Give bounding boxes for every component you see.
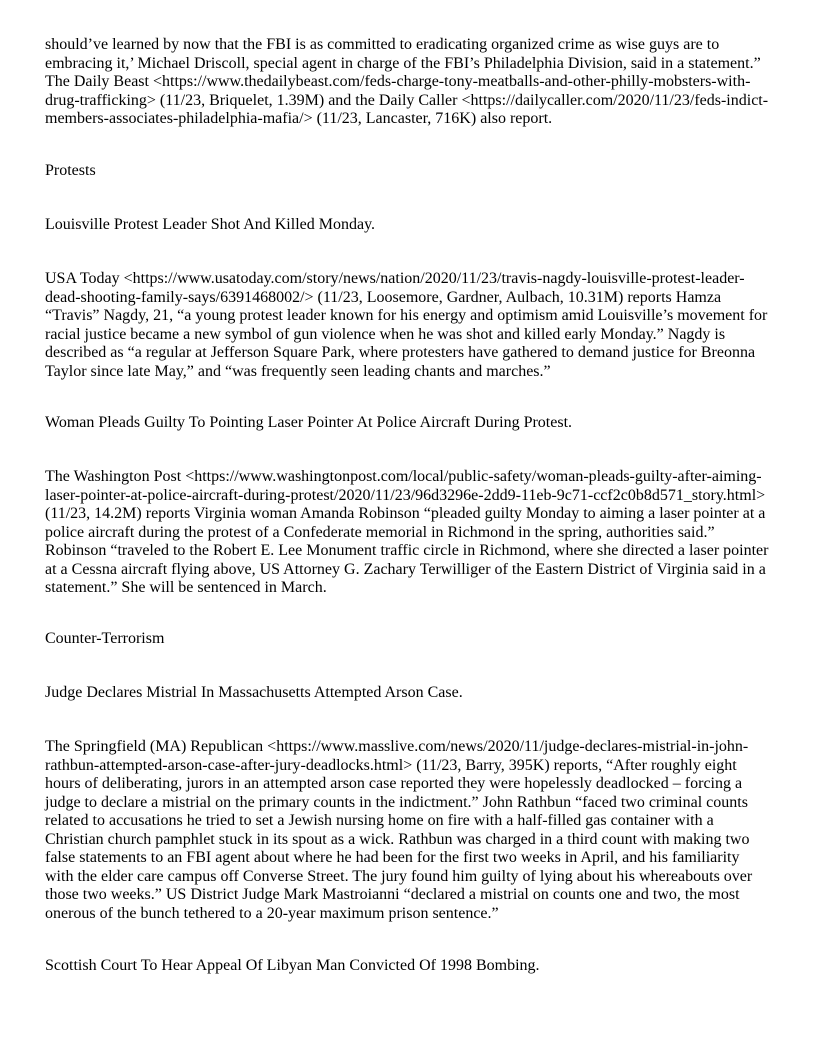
article-headline	[45, 414, 805, 433]
text-line: drug-trafficking> (11/23, Briquelet, 1.39M) and the Daily Caller <https://dailycaller.com/2020/11/23/feds-indict-	[45, 91, 769, 109]
text-line: “Travis” Nagdy, 21, “a young protest leader known for his energy and optimism amid Louisville’s movement for	[45, 307, 768, 324]
text-line: (11/23, 14.2M) reports Virginia woman Amanda Robinson “pleaded guilty Monday to aiming a laser pointer at a	[45, 505, 766, 522]
article-headline	[45, 957, 805, 976]
text-line: Scottish Court To Hear Appeal Of Libyan Man Convicted Of 1998 Bombing.	[45, 957, 540, 974]
text-line: Counter-Terrorism	[45, 630, 165, 647]
text-line: Louisville Protest Leader Shot And Killed Monday.	[45, 216, 376, 233]
text-line: false statements to an FBI agent about where he had been for the first two weeks in April, and his familiarity	[45, 849, 740, 866]
section-heading	[45, 630, 805, 649]
article-headline	[45, 684, 805, 703]
text-line: The Washington Post <https://www.washingtonpost.com/local/public-safety/woman-pleads-guilty-after-aiming-	[45, 468, 762, 485]
text-line: Taylor since late May,” and “was frequently seen leading chants and marches.”	[45, 362, 551, 380]
text-line: Robinson “traveled to the Robert E. Lee Monument traffic circle in Richmond, where she directed a laser pointer	[45, 542, 769, 559]
text-line: dead-shooting-family-says/6391468002/> (11/23, Loosemore, Gardner, Aulbach, 10.31M) reports Hamza	[45, 288, 722, 306]
text-line: police aircraft during the protest of a Confederate memorial in Richmond in the spring, authorities said.”	[45, 523, 715, 541]
text-line: The Springfield (MA) Republican <https://www.masslive.com/news/2020/11/judge-declares-mistrial-in-john-	[45, 738, 749, 755]
text-line: Woman Pleads Guilty To Pointing Laser Pointer At Police Aircraft During Protest.	[45, 414, 573, 431]
text-line: racial justice became a new symbol of gun violence when he was shot and killed early Monday.” Nagdy is	[45, 325, 726, 343]
article-paragraph	[45, 468, 805, 598]
text-line: embracing it,’ Michael Driscoll, special agent in charge of the FBI’s Philadelphia Division, said in a statement.”	[45, 54, 761, 72]
text-line: statement.” She will be sentenced in March.	[45, 579, 327, 596]
text-line: onerous of the bunch tethered to a 20-year maximum prison sentence.”	[45, 904, 499, 922]
article-paragraph	[45, 738, 805, 923]
text-line: at a Cessna aircraft flying above, US Attorney G. Zachary Terwilliger of the Eastern District of Virginia said in a	[45, 560, 766, 578]
text-line: those two weeks.” US District Judge Mark Mastroianni “declared a mistrial on counts one and two, the most	[45, 886, 740, 903]
article-headline	[45, 216, 805, 235]
text-line: members-associates-philadelphia-mafia/> (11/23, Lancaster, 716K) also report.	[45, 110, 553, 127]
text-line: hours of deliberating, jurors in an attempted arson case reported they were hopelessly deadlocked – forcing a	[45, 775, 743, 792]
text-line: Judge Declares Mistrial In Massachusetts Attempted Arson Case.	[45, 684, 463, 701]
text-line: judge to declare a mistrial on the primary counts in the indictment.” John Rathbun “faced two criminal counts	[45, 793, 748, 811]
article-paragraph	[45, 270, 805, 381]
article-paragraph	[45, 36, 805, 129]
text-line: with the elder care campus off Converse Street. The jury found him guilty of lying about his whereabouts over	[45, 867, 753, 885]
section-heading	[45, 162, 805, 181]
text-line: should’ve learned by now that the FBI is as committed to eradicating organized crime as wise guys are to	[45, 36, 720, 53]
text-line: The Daily Beast <https://www.thedailybeast.com/feds-charge-tony-meatballs-and-other-philly-mobsters-with-	[45, 73, 751, 90]
text-line: described as “a regular at Jefferson Square Park, where protesters have gathered to demand justice for Breonna	[45, 344, 756, 361]
text-line: USA Today <https://www.usatoday.com/story/news/nation/2020/11/23/travis-nagdy-louisville-protest-leader-	[45, 270, 745, 287]
text-line: rathbun-attempted-arson-case-after-jury-deadlocks.html> (11/23, Barry, 395K) reports, “After roughly eight	[45, 756, 737, 774]
text-line: related to accusations he tried to set a Jewish nursing home on fire with a half-filled gas container with a	[45, 812, 714, 829]
text-line: Protests	[45, 162, 96, 179]
text-line: laser-pointer-at-police-aircraft-during-protest/2020/11/23/96d3296e-2dd9-11eb-9c71-ccf2c0b8d571_story.html>	[45, 486, 766, 504]
text-line: Christian church pamphlet stuck in its spout as a wick. Rathbun was charged in a third count with making two	[45, 830, 750, 848]
